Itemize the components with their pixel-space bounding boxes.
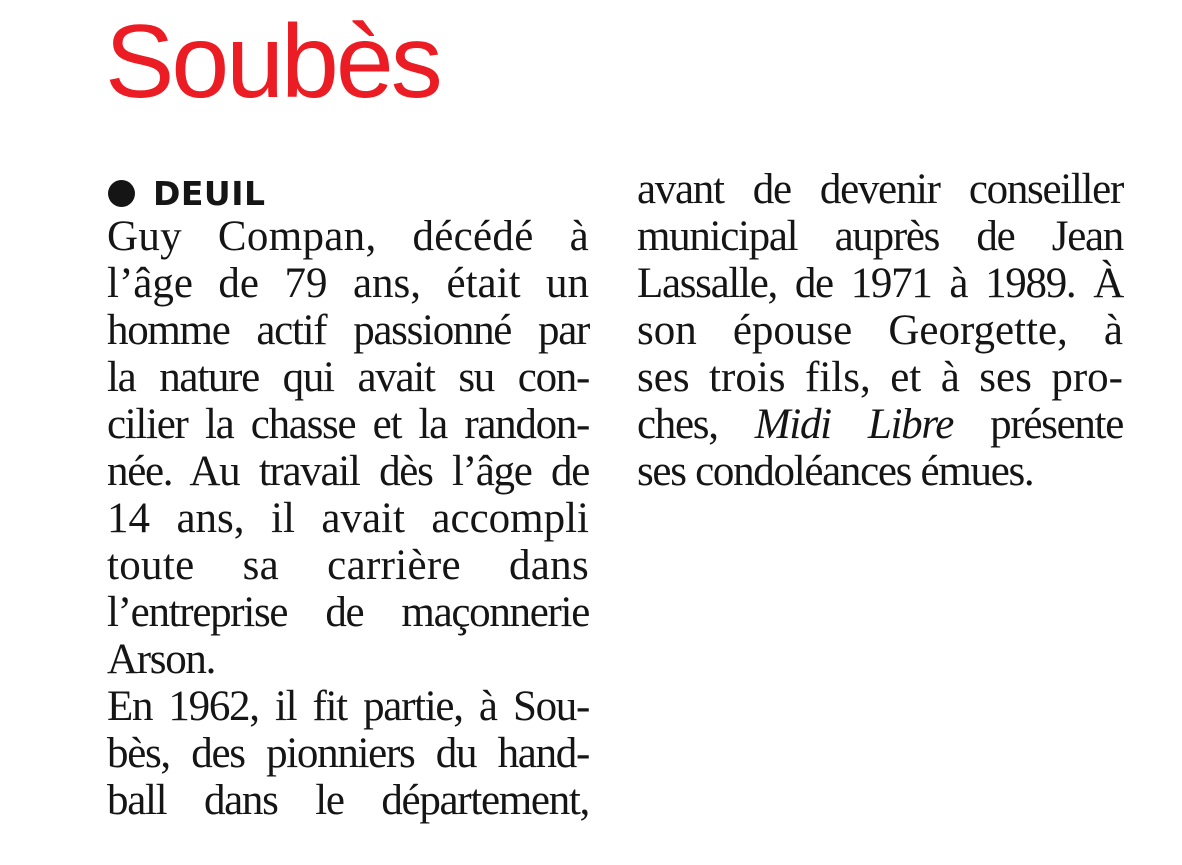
text-line: avant de devenir conseiller [637,166,1123,213]
text-line: ses condoléances émues. [637,448,1034,495]
text-line: ses trois fils, et à ses pro- [637,354,1123,401]
text-line: 14 ans, il avait accompli [107,495,589,542]
text-line: municipal auprès de Jean [637,213,1123,260]
newspaper-name: Midi Libre [754,401,954,448]
kicker-label: DEUIL [153,173,266,213]
text-line: cilier la chasse et la randon- [107,401,589,448]
bullet-icon [108,180,135,207]
text-line: Lassalle, de 1971 à 1989. À [637,260,1123,307]
text-line: née. Au travail dès l’âge de [107,448,589,495]
text-line: la nature qui avait su con- [107,354,589,401]
text-line: l’âge de 79 ans, était un [107,260,589,307]
text-line [637,401,1123,448]
text-line: homme actif passionné par [107,307,589,354]
article-column-right [637,166,1123,495]
text-run: ches, [637,401,755,448]
text-line: bès, des pionniers du hand- [107,730,589,777]
text-line: ball dans le département, [107,777,589,824]
text-line: En 1962, il fit partie, à Sou- [107,683,589,730]
text-line: Arson. [107,636,216,683]
town-title: Soubès [105,4,440,120]
text-line: Guy Compan, décédé à [107,213,589,260]
section-heading [108,173,266,213]
text-run: présente [953,401,1123,448]
article-column-left [107,213,589,824]
text-line: toute sa carrière dans [107,542,589,589]
text-line: son épouse Georgette, à [637,307,1123,354]
text-line: l’entreprise de maçonnerie [107,589,589,636]
